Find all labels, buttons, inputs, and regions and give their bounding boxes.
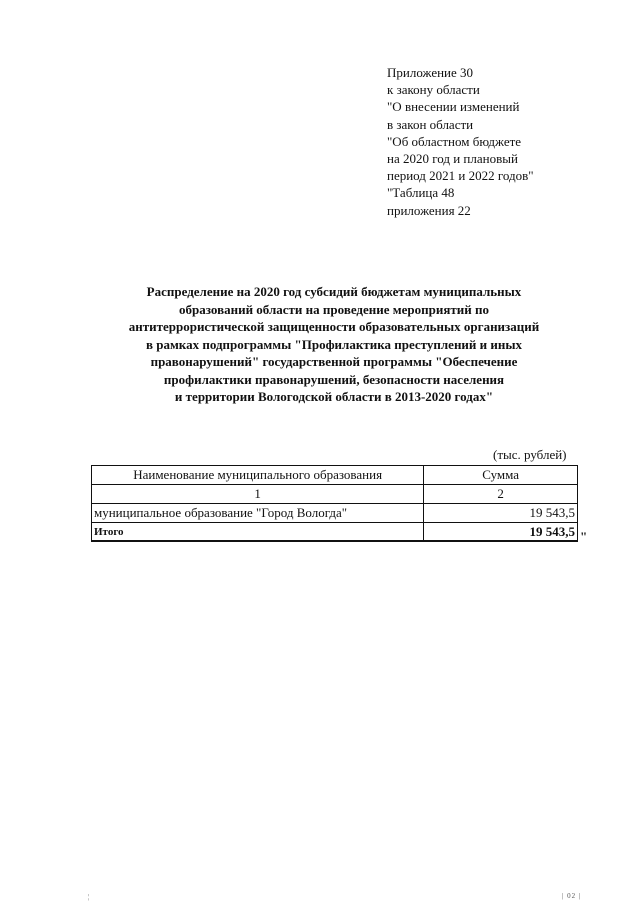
appendix-line: в закон области: [387, 116, 474, 132]
title-line: в рамках подпрограммы "Профилактика преступлений и иных: [145, 336, 523, 352]
appendix-line: "Таблица 48: [387, 185, 455, 201]
appendix-line: период 2021 и 2022 годов": [387, 168, 534, 184]
appendix-line: "Об областном бюджете: [387, 133, 522, 149]
column-number-2: 2: [424, 485, 578, 504]
row-name: муниципальное образование "Город Вологда": [92, 504, 424, 523]
subsidy-table: [91, 465, 578, 542]
header-amount: Сумма: [424, 466, 578, 485]
appendix-line: "О внесении изменений: [387, 99, 520, 115]
appendix-line: на 2020 год и плановый: [387, 151, 518, 167]
appendix-header: [387, 64, 534, 219]
appendix-line: приложения 22: [387, 202, 471, 218]
header-name: Наименование муниципального образования: [92, 466, 424, 485]
column-number-1: 1: [92, 485, 424, 504]
table-column-numbers-row: [92, 485, 578, 504]
table-header-row: [92, 466, 578, 485]
title-line: правонарушений" государственной программы "Обеспечение: [150, 354, 518, 369]
appendix-line: Приложение 30: [387, 65, 474, 80]
appendix-line: к закону области: [387, 82, 480, 98]
closing-quote: ": [580, 529, 588, 544]
total-amount: 19 543,5: [424, 523, 578, 542]
title-line: профилактики правонарушений, безопасности населения: [163, 371, 505, 387]
table-row: [92, 504, 578, 523]
footer-page-mark: | 02 |: [562, 892, 582, 900]
title-line: образований области на проведение мероприятий по: [179, 301, 489, 317]
row-amount: 19 543,5: [424, 504, 578, 523]
title-line: и территории Вологодской области в 2013-2020 годах": [174, 389, 494, 404]
title-line: Распределение на 2020 год субсидий бюджетам муниципальных: [146, 284, 522, 299]
footer-left-mark: ¦: [88, 893, 90, 901]
total-label: Итого: [92, 523, 424, 542]
table-total-row: [92, 523, 578, 542]
document-title: [90, 283, 578, 406]
title-line: антитеррористической защищенности образовательных организаций: [128, 319, 540, 334]
units-label: (тыс. рублей): [493, 447, 567, 462]
